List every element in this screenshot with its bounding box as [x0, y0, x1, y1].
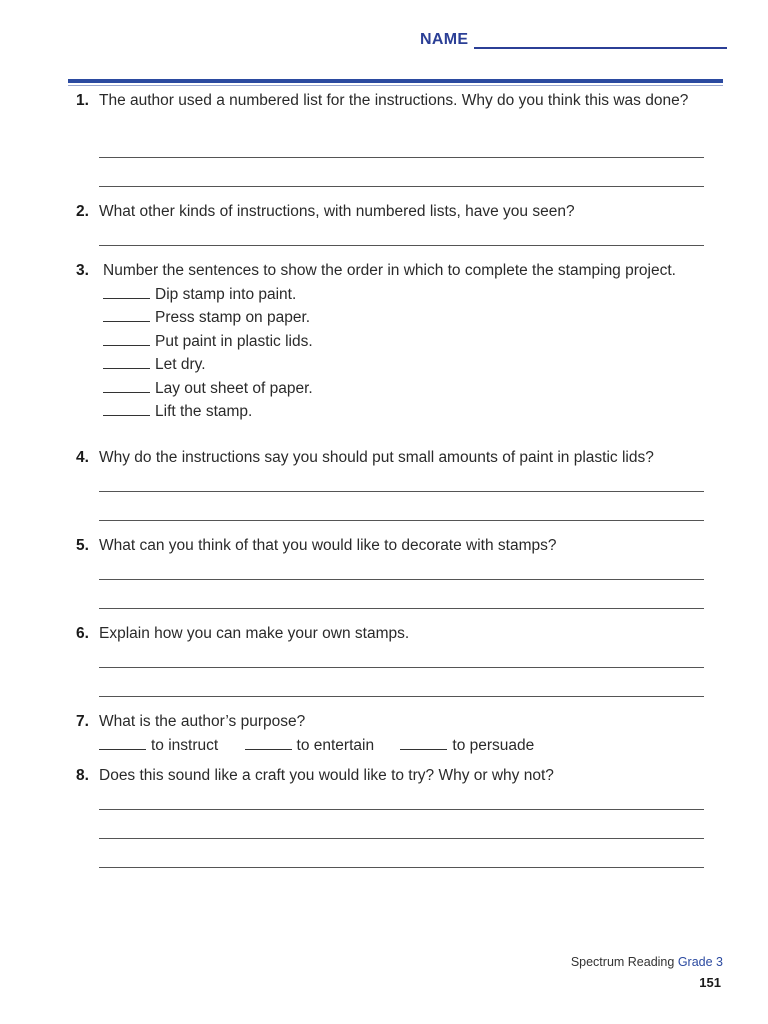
grade-label: Grade 3 [677, 955, 723, 969]
order-blank[interactable] [103, 353, 150, 369]
question-text: The author used a numbered list for the instructions. Why do you think this was done? [99, 92, 689, 109]
order-blank[interactable] [103, 330, 150, 346]
answer-line[interactable] [99, 491, 704, 492]
option-text: to entertain [296, 736, 375, 754]
question-7 [76, 711, 726, 757]
question-3 [76, 260, 726, 424]
answer-line[interactable] [99, 579, 704, 580]
answer-line[interactable] [99, 696, 704, 697]
answer-line[interactable] [99, 838, 704, 839]
purpose-option [245, 737, 375, 754]
purpose-blank[interactable] [400, 734, 447, 750]
answer-line[interactable] [99, 667, 704, 668]
question-2 [76, 201, 726, 224]
question-number: 3. [76, 262, 89, 279]
question-number: 1. [76, 92, 89, 109]
list-item [103, 353, 726, 377]
list-item [103, 400, 726, 424]
answer-line[interactable] [99, 157, 704, 158]
question-text: Why do the instructions say you should put small amounts of paint in plastic lids? [99, 449, 654, 466]
question-8 [76, 765, 726, 788]
item-text: Let dry. [155, 356, 206, 373]
item-text: Put paint in plastic lids. [155, 332, 313, 350]
order-blank[interactable] [103, 306, 150, 322]
question-number: 2. [76, 203, 89, 220]
item-text: Lift the stamp. [155, 403, 253, 420]
order-blank[interactable] [103, 400, 150, 416]
answer-line[interactable] [99, 608, 704, 609]
order-blank[interactable] [103, 283, 150, 299]
question-1 [76, 90, 726, 113]
question-text: What other kinds of instructions, with numbered lists, have you seen? [99, 203, 575, 220]
question-4 [76, 447, 726, 470]
question-5 [76, 535, 726, 558]
answer-line[interactable] [99, 520, 704, 521]
ordering-list [103, 283, 726, 424]
purpose-option [400, 737, 534, 754]
question-text: Does this sound like a craft you would like to try? Why or why not? [99, 767, 554, 784]
question-number: 4. [76, 449, 89, 466]
order-blank[interactable] [103, 377, 150, 393]
answer-line[interactable] [99, 867, 704, 868]
option-text: to instruct [151, 736, 219, 754]
purpose-options [99, 734, 726, 758]
question-text: Number the sentences to show the order in which to complete the stamping project. [103, 262, 676, 279]
item-text: Dip stamp into paint. [155, 285, 297, 303]
series-name: Spectrum Reading [570, 955, 675, 969]
page-number: 151 [699, 975, 721, 990]
name-label: NAME [420, 31, 469, 48]
header-rule [68, 79, 723, 83]
item-text: Press stamp on paper. [155, 309, 311, 326]
option-text: to persuade [452, 736, 535, 754]
item-text: Lay out sheet of paper. [155, 379, 313, 397]
name-input-line[interactable] [474, 33, 727, 49]
answer-line[interactable] [99, 809, 704, 810]
question-number: 7. [76, 713, 89, 730]
question-number: 8. [76, 767, 89, 784]
list-item [103, 283, 726, 307]
question-6 [76, 623, 726, 646]
question-number: 5. [76, 537, 89, 554]
purpose-option [99, 737, 218, 754]
header-rule-thin [68, 85, 723, 86]
purpose-blank[interactable] [99, 734, 146, 750]
footer-credit [571, 955, 723, 969]
purpose-blank[interactable] [245, 734, 292, 750]
name-field [420, 31, 727, 49]
answer-line[interactable] [99, 245, 704, 246]
question-text: What is the author’s purpose? [99, 713, 306, 730]
list-item [103, 306, 726, 330]
question-text: Explain how you can make your own stamps. [99, 625, 410, 642]
question-text: What can you think of that you would like to decorate with stamps? [99, 537, 557, 554]
question-number: 6. [76, 625, 89, 642]
list-item [103, 330, 726, 354]
answer-line[interactable] [99, 186, 704, 187]
list-item [103, 377, 726, 401]
